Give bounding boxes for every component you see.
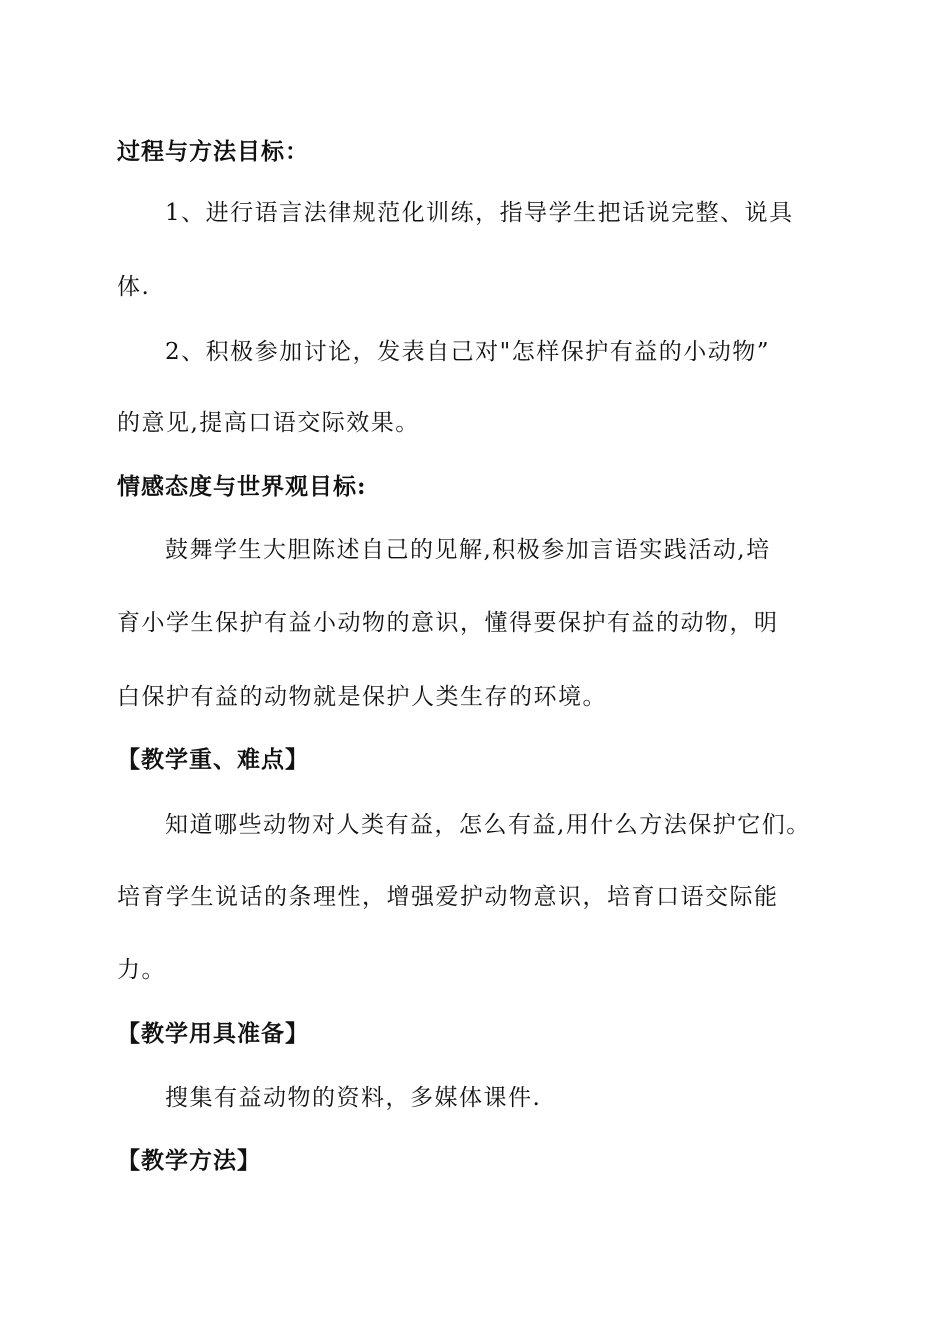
key-points-line1: 知道哪些动物对人类有益，怎么有益,用什么方法保护它们。 [165,812,811,838]
process-item1-line1: 1、进行语言法律规范化训练，指导学生把话说完整、说具 [165,200,794,226]
key-points-heading: 【教学重、难点】 [117,746,309,773]
key-points-line2: 培育学生说话的条理性，增强爱护动物意识，培育口语交际能 [117,884,779,910]
process-item2-line2: 的意见,提高口语交际效果。 [117,410,420,436]
emotion-line1: 鼓舞学生大胆陈述自己的见解,积极参加言语实践活动,培 [165,537,771,563]
emotion-line2: 育小学生保护有益小动物的意识，懂得要保护有益的动物，明 [117,610,779,636]
emotion-line3: 白保护有益的动物就是保护人类生存的环境。 [117,684,607,710]
tools-line1: 搜集有益动物的资料，多媒体课件. [165,1085,542,1111]
methods-heading: 【教学方法】 [117,1147,261,1174]
emotion-heading: 情感态度与世界观目标: [117,473,367,500]
process-item2-line1: 2、积极参加讨论，发表自己对"怎样保护有益的小动物” [165,339,770,365]
key-points-line3: 力。 [117,957,166,983]
process-item1-line2: 体. [117,274,151,300]
process-method-heading: 过程与方法目标： [117,138,309,165]
tools-heading: 【教学用具准备】 [117,1020,309,1047]
